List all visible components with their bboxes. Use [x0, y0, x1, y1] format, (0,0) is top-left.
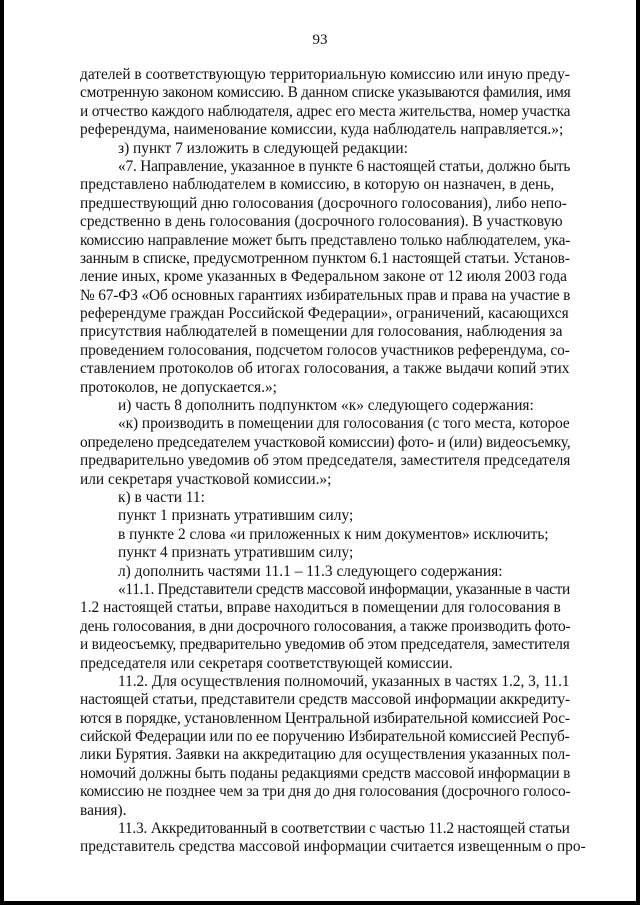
- text-line: ление иных, кроме указанных в Федеральном законе от 12 июля 2003 года: [80, 268, 567, 286]
- text-line: настоящей статьи, представители средств массовой информации аккредиту-: [80, 691, 570, 709]
- text-line: предварительно уведомив об этом председателя, заместителя председателя: [80, 452, 571, 470]
- text-line: проведением голосования, подсчетом голосов участников референдума, со-: [80, 341, 570, 359]
- text-line: смотренную законом комиссию. В данном списке указываются фамилия, имя: [80, 84, 571, 102]
- text-line: сийской Федерации или по ее поручению Избирательной комиссией Респуб-: [80, 728, 570, 746]
- text-line: 11.2. Для осуществления полномочий, указанных в частях 1.2, 3, 11.1: [118, 672, 570, 690]
- scan-edge-right: [636, 0, 640, 905]
- text-line: председателя или секретаря соответствующей комиссии.: [80, 654, 453, 672]
- text-line: определено председателем участковой комиссии) фото- и (или) видеосъемку,: [80, 433, 571, 451]
- text-line: референдума, наименование комиссии, куда наблюдатель направляется.»;: [80, 121, 564, 139]
- text-line: вания).: [80, 801, 127, 819]
- text-line: номочий должны быть поданы редакциями средств массовой информации в: [80, 764, 571, 782]
- text-line: «7. Направление, указанное в пункте 6 настоящей статьи, должно быть: [118, 157, 571, 175]
- text-line: к) в части 11:: [118, 488, 205, 506]
- document-body: [80, 66, 586, 857]
- text-line: л) дополнить частями 11.1 – 11.3 следующего содержания:: [118, 562, 503, 580]
- text-line: референдуме граждан Российской Федерации», ограничений, касающихся: [80, 305, 569, 323]
- text-line: дателей в соответствующую территориальную комиссию или иную преду-: [80, 66, 570, 83]
- text-line: или секретаря участковой комиссии.»;: [80, 470, 332, 488]
- text-line: занным в списке, предусмотренном пунктом 6.1 настоящей статьи. Установ-: [80, 249, 570, 267]
- page-number: 93: [312, 32, 328, 48]
- text-line: и отчество каждого наблюдателя, адрес его места жительства, номер участка: [80, 102, 571, 120]
- text-line: ются в порядке, установленном Центральной избирательной комиссией Рос-: [80, 709, 570, 727]
- scan-edge-bottom: [0, 901, 640, 905]
- text-line: средственно в день голосования (досрочного голосования). В участковую: [80, 213, 563, 231]
- text-line: и) часть 8 дополнить подпунктом «к» следующего содержания:: [118, 397, 534, 415]
- text-line: лики Бурятия. Заявки на аккредитацию для осуществления указанных пол-: [80, 746, 571, 764]
- text-line: «к) производить в помещении для голосования (с того места, которое: [118, 415, 570, 433]
- text-line: комиссию не позднее чем за три дня до дня голосования (досрочного голосо-: [80, 783, 571, 801]
- text-line: представлено наблюдателем в комиссию, в которую он назначен, в день,: [80, 176, 555, 194]
- text-line: присутствия наблюдателей в помещении для голосования, наблюдения за: [80, 323, 563, 341]
- text-line: пункт 4 признать утратившим силу;: [118, 544, 354, 562]
- scan-edge-left: [0, 0, 4, 905]
- text-line: 1.2 настоящей статьи, вправе находиться в помещении для голосования в: [80, 599, 561, 617]
- text-line: предшествующий дню голосования (досрочного голосования), либо непо-: [80, 194, 567, 212]
- text-line: протоколов, не допускается.»;: [80, 378, 277, 396]
- text-line: з) пункт 7 изложить в следующей редакции:: [118, 139, 408, 157]
- text-line: 11.3. Аккредитованный в соответствии с частью 11.2 настоящей статьи: [118, 820, 570, 838]
- text-line: и видеосъемку, предварительно уведомив об этом председателя, заместителя: [80, 636, 570, 654]
- text-line: комиссию направление может быть представлено только наблюдателем, ука-: [80, 231, 571, 249]
- text-line: № 67-ФЗ «Об основных гарантиях избирательных прав и права на участие в: [80, 286, 571, 304]
- text-line: день голосования, в дни досрочного голосования, а также производить фото-: [80, 617, 571, 635]
- text-line: «11.1. Представители средств массовой информации, указанные в части: [118, 580, 570, 598]
- text-line: ставлением протоколов об итогах голосования, а также выдачи копий этих: [80, 360, 570, 378]
- text-line: в пункте 2 слова «и приложенных к ним документов» исключить;: [118, 525, 549, 543]
- text-line: пункт 1 признать утратившим силу;: [118, 507, 354, 525]
- text-line: представитель средства массовой информации считается извещенным о про-: [80, 838, 586, 856]
